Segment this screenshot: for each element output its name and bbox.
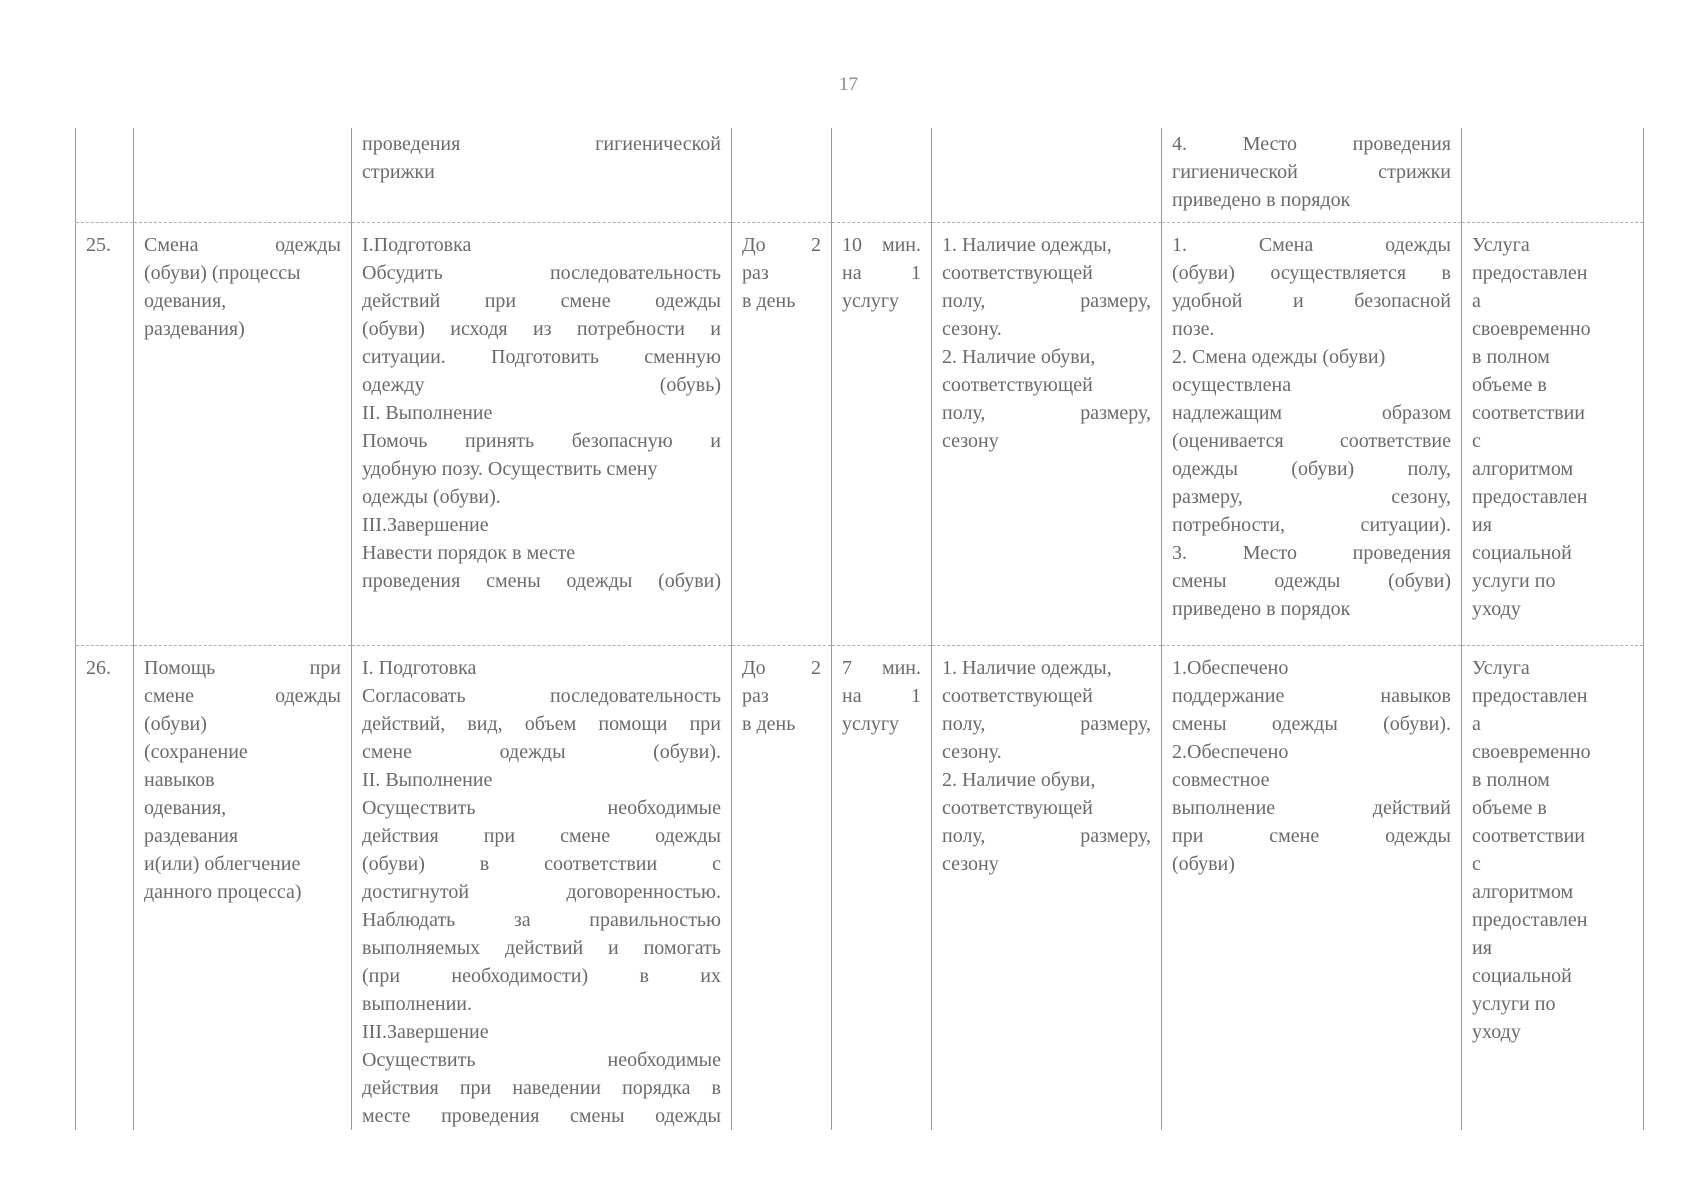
cell-line: в день xyxy=(742,713,796,735)
cell-line: сезону xyxy=(942,430,999,452)
cell-line: социальной xyxy=(1472,965,1572,987)
cell-quality xyxy=(932,128,1162,223)
cell-line: полу, размеру, xyxy=(942,713,1151,735)
cell-line: предоставлен xyxy=(1472,685,1588,707)
cell-line: Согласовать последовательность xyxy=(362,685,721,707)
cell-line: данного процесса) xyxy=(144,881,302,903)
cell-line: (обуви) в соответствии с xyxy=(362,853,721,875)
cell-line: одевания, xyxy=(144,797,227,819)
cell-line: действий при смене одежды xyxy=(362,290,721,312)
cell-line: своевременно xyxy=(1472,741,1591,763)
cell-line: ситуации. Подготовить сменную xyxy=(362,346,721,368)
cell-line: 1.Обеспечено xyxy=(1172,657,1289,679)
cell-line: своевременно xyxy=(1472,318,1591,340)
cell-line: 10 мин. xyxy=(842,234,921,256)
cell-line: позе. xyxy=(1172,318,1215,340)
cell-line: поддержание навыков xyxy=(1172,685,1451,707)
cell-line: достигнутой договоренностью. xyxy=(362,881,721,903)
cell-criteria xyxy=(1162,223,1462,646)
cell-line: Услуга xyxy=(1472,657,1530,679)
cell-line: сезону. xyxy=(942,318,1002,340)
cell-line: стрижки xyxy=(362,161,435,183)
cell-line: услуги по xyxy=(1472,993,1556,1015)
cell-line: в полном xyxy=(1472,346,1550,368)
table-row-26 xyxy=(76,646,1644,1131)
cell-line: смены одежды (обуви) xyxy=(1172,570,1451,592)
cell-line: раз xyxy=(742,685,769,707)
cell-line: III.Завершение xyxy=(362,514,489,536)
cell-line: Навести порядок в месте xyxy=(362,542,576,564)
cell-line: объеме в xyxy=(1472,797,1547,819)
cell-line: с xyxy=(1472,853,1481,875)
cell-line: уходу xyxy=(1472,1021,1521,1043)
cell-criteria xyxy=(1162,646,1462,1131)
cell-line: (обуви) xyxy=(1172,853,1235,875)
cell-line: потребности, ситуации). xyxy=(1172,514,1451,536)
cell-line: в полном xyxy=(1472,769,1550,791)
table-row-25 xyxy=(76,223,1644,646)
cell-line: Смена одежды xyxy=(144,234,341,256)
cell-num: 25. xyxy=(76,223,134,646)
cell-line: на 1 xyxy=(842,262,921,284)
cell-line: Помощь при xyxy=(144,657,341,679)
cell-time xyxy=(832,646,932,1131)
cell-line: До 2 xyxy=(742,234,821,256)
cell-line: II. Выполнение xyxy=(362,769,493,791)
cell-line: соответствующей xyxy=(942,685,1093,707)
cell-line: приведено в порядок xyxy=(1172,598,1351,620)
cell-line: размеру, сезону, xyxy=(1172,486,1451,508)
cell-line: объеме в xyxy=(1472,374,1547,396)
cell-line: ия xyxy=(1472,514,1492,536)
cell-line: алгоритмом xyxy=(1472,458,1574,480)
cell-line: (обуви) осуществляется в xyxy=(1172,262,1451,284)
cell-time xyxy=(832,128,932,223)
cell-line: соответствующей xyxy=(942,797,1093,819)
cell-line: ия xyxy=(1472,937,1492,959)
cell-line: II. Выполнение xyxy=(362,402,493,424)
cell-num: 26. xyxy=(76,646,134,1131)
cell-line: смены одежды (обуви). xyxy=(1172,713,1451,735)
cell-line: действия при наведении порядка в xyxy=(362,1077,721,1099)
cell-line: выполнении. xyxy=(362,993,472,1015)
cell-line: действий, вид, объем помощи при xyxy=(362,713,721,735)
cell-line: III.Завершение xyxy=(362,1021,489,1043)
cell-line: социальной xyxy=(1472,542,1572,564)
services-table xyxy=(75,128,1644,1130)
cell-quality xyxy=(932,223,1162,646)
cell-line: 7 мин. xyxy=(842,657,921,679)
cell-name xyxy=(134,646,352,1131)
cell-line: а xyxy=(1472,713,1481,735)
cell-line: приведено в порядок xyxy=(1172,189,1351,211)
cell-line: Осуществить необходимые xyxy=(362,797,721,819)
cell-line: До 2 xyxy=(742,657,821,679)
cell-line: полу, размеру, xyxy=(942,825,1151,847)
cell-line: услугу xyxy=(842,713,900,735)
cell-line: одежды (обуви) полу, xyxy=(1172,458,1451,480)
cell-num xyxy=(76,128,134,223)
cell-line: при смене одежды xyxy=(1172,825,1451,847)
cell-procedure xyxy=(352,223,732,646)
cell-line: удобной и безопасной xyxy=(1172,290,1451,312)
cell-procedure xyxy=(352,646,732,1131)
cell-line: 2. Наличие обуви, xyxy=(942,346,1096,368)
cell-line: гигиенической стрижки xyxy=(1172,161,1451,183)
cell-line: проведения гигиенической xyxy=(362,133,721,155)
cell-line: действия при смене одежды xyxy=(362,825,721,847)
cell-line: алгоритмом xyxy=(1472,881,1574,903)
cell-line: 2. Наличие обуви, xyxy=(942,769,1096,791)
cell-line: совместное xyxy=(1172,769,1270,791)
cell-line: осуществлена xyxy=(1172,374,1292,396)
cell-line: смене одежды (обуви). xyxy=(362,741,721,763)
cell-line: предоставлен xyxy=(1472,909,1588,931)
cell-line: с xyxy=(1472,430,1481,452)
cell-name xyxy=(134,128,352,223)
cell-line: Услуга xyxy=(1472,234,1530,256)
cell-criteria xyxy=(1162,128,1462,223)
cell-line: надлежащим образом xyxy=(1172,402,1451,424)
cell-frequency xyxy=(732,646,832,1131)
cell-line: удобную позу. Осуществить смену xyxy=(362,458,658,480)
cell-line: одевания, xyxy=(144,290,227,312)
cell-line: проведения смены одежды (обуви) xyxy=(362,570,721,592)
cell-line: одежды (обуви). xyxy=(362,486,501,508)
cell-time xyxy=(832,223,932,646)
cell-line: I.Подготовка xyxy=(362,234,472,256)
cell-line: (обуви) xyxy=(144,713,207,735)
cell-line: (обуви) (процессы xyxy=(144,262,301,284)
cell-line: полу, размеру, xyxy=(942,402,1151,424)
table-row-continuation xyxy=(76,128,1644,223)
cell-line: (обуви) исходя из потребности и xyxy=(362,318,721,340)
cell-line: 1. Наличие одежды, xyxy=(942,234,1112,256)
cell-result xyxy=(1462,646,1644,1131)
cell-line: смене одежды xyxy=(144,685,341,707)
cell-line: выполняемых действий и помогать xyxy=(362,937,721,959)
cell-line: выполнение действий xyxy=(1172,797,1451,819)
cell-line: 3. Место проведения xyxy=(1172,542,1451,564)
cell-line: соответствии xyxy=(1472,825,1586,847)
cell-line: 1. Наличие одежды, xyxy=(942,657,1112,679)
cell-line: а xyxy=(1472,290,1481,312)
cell-line: соответствующей xyxy=(942,262,1093,284)
cell-line: (сохранение xyxy=(144,741,248,763)
cell-line: месте проведения смены одежды xyxy=(362,1105,721,1127)
cell-line: раздевания xyxy=(144,825,239,847)
cell-name xyxy=(134,223,352,646)
cell-line: сезону xyxy=(942,853,999,875)
cell-line: 2.Обеспечено xyxy=(1172,741,1289,763)
cell-line: соответствии xyxy=(1472,402,1586,424)
cell-line: услуги по xyxy=(1472,570,1556,592)
cell-line: (при необходимости) в их xyxy=(362,965,721,987)
cell-line: навыков xyxy=(144,769,215,791)
cell-line: 1. Смена одежды xyxy=(1172,234,1451,256)
cell-line: предоставлен xyxy=(1472,486,1588,508)
cell-line: уходу xyxy=(1472,598,1521,620)
cell-line: Осуществить необходимые xyxy=(362,1049,721,1071)
cell-line: 2. Смена одежды (обуви) xyxy=(1172,346,1386,368)
cell-line: предоставлен xyxy=(1472,262,1588,284)
cell-line: полу, размеру, xyxy=(942,290,1151,312)
cell-line: услугу xyxy=(842,290,900,312)
cell-line: одежду (обувь) xyxy=(362,374,721,396)
cell-line: Обсудить последовательность xyxy=(362,262,721,284)
cell-line: Наблюдать за правильностью xyxy=(362,909,721,931)
cell-line: и(или) облегчение xyxy=(144,853,301,875)
cell-line: в день xyxy=(742,290,796,312)
cell-result xyxy=(1462,128,1644,223)
cell-line: раз xyxy=(742,262,769,284)
cell-frequency xyxy=(732,128,832,223)
cell-frequency xyxy=(732,223,832,646)
cell-procedure xyxy=(352,128,732,223)
cell-line: I. Подготовка xyxy=(362,657,477,679)
cell-line: сезону. xyxy=(942,741,1002,763)
page-number: 17 xyxy=(839,74,858,95)
cell-line: Помочь принять безопасную и xyxy=(362,430,721,452)
cell-line: раздевания) xyxy=(144,318,245,340)
cell-line: (оценивается соответствие xyxy=(1172,430,1451,452)
cell-line: 4. Место проведения xyxy=(1172,133,1451,155)
cell-line: на 1 xyxy=(842,685,921,707)
cell-line: соответствующей xyxy=(942,374,1093,396)
cell-result xyxy=(1462,223,1644,646)
cell-quality xyxy=(932,646,1162,1131)
